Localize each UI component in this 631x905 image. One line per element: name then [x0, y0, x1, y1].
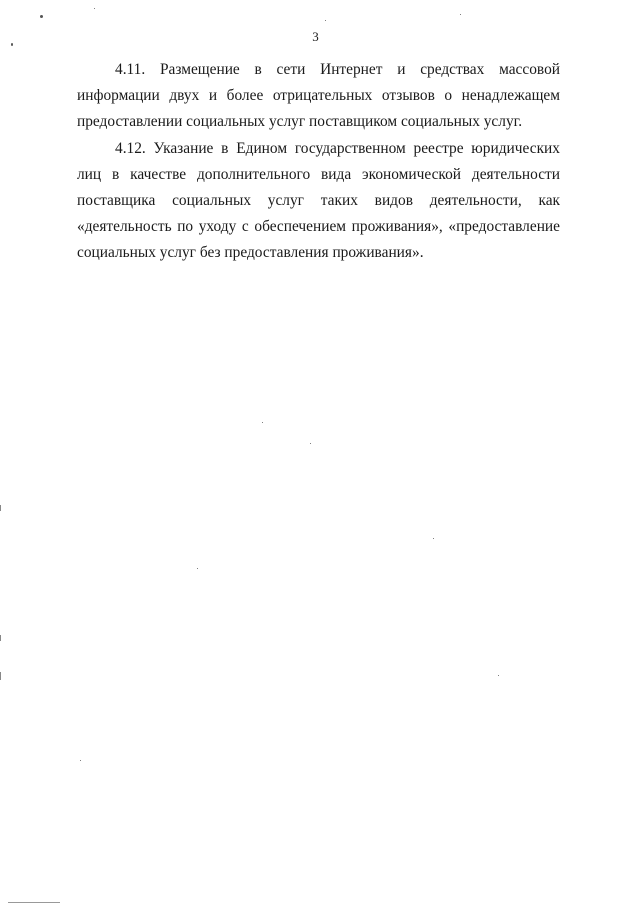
paragraph-4-11: 4.11. Размещение в сети Интернет и средствах массовой информации двух и более отрицательных отзывов о ненадлежащем предоставлении социальных услуг поставщиком социальных услуг. [77, 61, 560, 130]
scan-edge-mark [8, 902, 60, 903]
scan-speck [433, 538, 434, 539]
paragraph-4-12: 4.12. Указание в Едином государственном реестре юридических лиц в качестве дополнительного вида экономической деятельности поставщика социальных услуг таких видов деятельности, как «деятельность по уходу с обеспечением проживания», «предоставление социальных услуг без предоставления проживания». [77, 140, 560, 261]
scan-speck [498, 675, 499, 676]
page-number: 3 [312, 29, 319, 44]
scan-speck [262, 422, 263, 423]
scan-speck [197, 568, 198, 569]
scan-edge-mark [0, 635, 1, 641]
scan-speck [40, 15, 43, 18]
scan-speck [94, 8, 95, 9]
scan-speck [80, 760, 81, 761]
scan-edge-mark [0, 505, 1, 511]
scan-speck [11, 43, 13, 46]
scan-speck [325, 20, 326, 21]
document-body [77, 57, 560, 267]
scan-speck [460, 14, 461, 15]
scan-speck [310, 443, 311, 444]
scan-edge-mark [0, 672, 1, 680]
